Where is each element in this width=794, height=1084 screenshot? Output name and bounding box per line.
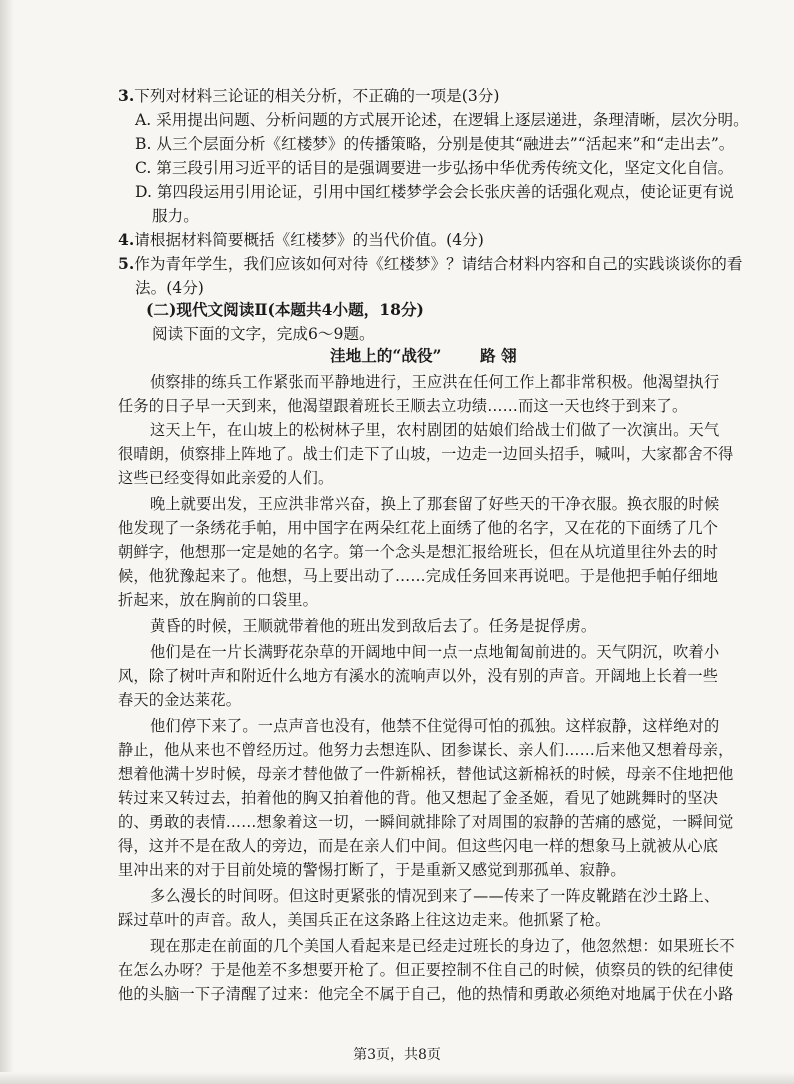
- passage-line: 他们停下来了。一点声音也没有，他禁不住觉得可怕的孤独。这样寂静，这样绝对的: [150, 717, 720, 735]
- passage-title: 洼地上的“战役”: [330, 346, 442, 365]
- passage-line: 很晴朗，侦察排上阵地了。战士们走下了山坡，一边走一边回头招手，喊叫，大家都舍不得: [118, 445, 734, 463]
- passage-line: 候，他犹豫起来了。他想，马上要出动了……完成任务回来再说吧。于是他把手帕仔细地: [118, 567, 719, 585]
- passage-line: 他的头脑一下子清醒了过来：他完全不属于自己，他的热情和勇敢必须绝对地属于伏在小路: [118, 985, 734, 1003]
- option-d-continued: 服力。: [152, 207, 199, 225]
- passage-line: 在怎么办呀？于是他差不多想要开枪了。但正要控制不住自己的时候，侦察员的铁的纪律使: [118, 961, 734, 979]
- passage-line: 想着他满十岁时候，母亲才替他做了一件新棉袄，替他试这新棉袄的时候，母亲不住地把他: [118, 765, 734, 783]
- question-text: 下列对材料三论证的相关分析，不正确的一项是(3分): [134, 87, 500, 105]
- passage-line: 静止，他从来也不曾经历过。他努力去想连队、团参谋长、亲人们……后来他又想着母亲，: [118, 741, 734, 759]
- question-5-stem: [118, 254, 742, 274]
- passage-line: 他发现了一条绣花手帕，用中国字在两朵红花上面绣了他的名字，又在花的下面绣了几个: [118, 519, 719, 537]
- question-text: 作为青年学生，我们应该如何对待《红楼梦》？请结合材料内容和自己的实践谈谈你的看: [134, 255, 743, 273]
- section-instruction: 阅读下面的文字，完成6～9题。: [152, 325, 375, 343]
- option-d: D. 第四段运用引用论证，引用中国红楼梦学会会长张庆善的话强化观点，使论证更有说: [135, 183, 734, 201]
- passage-line: 他们是在一片长满野花杂草的开阔地中间一点一点地匍匐前进的。天气阴沉，吹着小: [150, 643, 720, 661]
- passage-line: 的、勇敢的表情……想象着这一切，一瞬间就排除了对周围的寂静的苦痛的感觉，一瞬间觉: [118, 813, 734, 831]
- passage-line: 黄昏的时候，王顺就带着他的班出发到敌后去了。任务是捉俘虏。: [150, 617, 597, 635]
- passage-line: 春天的金达莱花。: [118, 691, 242, 709]
- option-b: B. 从三个层面分析《红楼梦》的传播策略，分别是使其“融进去”“活起来”和“走出去”。: [135, 135, 735, 153]
- question-number: 5.: [118, 254, 135, 273]
- question-text: 请根据材料简要概括《红楼梦》的当代价值。(4分): [134, 231, 484, 249]
- passage-line: 这些已经变得如此亲爱的人们。: [118, 469, 334, 487]
- passage-line: 任务的日子早一天到来，他渴望跟着班长王顺去立功绩……而这一天也终于到来了。: [118, 397, 688, 415]
- page-number-footer: 第3页，共8页: [353, 1047, 441, 1063]
- section-heading: (二)现代文阅读Ⅱ(本题共4小题，18分): [146, 300, 424, 319]
- question-5-continued: 法。(4分): [135, 279, 204, 297]
- passage-line: 多么漫长的时间呀。但这时更紧张的情况到来了——传来了一阵皮靴踏在沙土路上、: [150, 887, 720, 905]
- passage-author: 路 翎: [480, 346, 517, 365]
- question-3-stem: [118, 86, 499, 106]
- passage-line: 转过来又转过去，拍着他的胸又拍着他的背。他又想起了金圣姬，看见了她跳舞时的坚决: [118, 789, 719, 807]
- passage-line: 现在那走在前面的几个美国人看起来是已经走过班长的身边了，他忽然想：如果班长不: [150, 937, 735, 955]
- passage-line: 朝鲜字，他想那一定是她的名字。第一个念头是想汇报给班长，但在从坑道里往外去的时: [118, 543, 719, 561]
- passage-line: 踩过草叶的声音。敌人，美国兵正在这条路上往这边走来。他抓紧了枪。: [118, 911, 611, 929]
- option-c: C. 第三段引用习近平的话目的是强调要进一步弘扬中华优秀传统文化，坚定文化自信。: [135, 159, 734, 177]
- passage-line: 晚上就要出发，王应洪非常兴奋，换上了那套留了好些天的干净衣服。换衣服的时候: [150, 495, 720, 513]
- scan-bottom-shadow: [0, 1072, 794, 1084]
- option-a: A. 采用提出问题、分析问题的方式展开论述，在逻辑上逐层递进，条理清晰，层次分明。: [135, 111, 749, 129]
- scan-edge-shadow: [0, 0, 14, 1084]
- passage-line: 里冲出来的对于目前处境的警惕打断了，于是重新又感觉到那孤单、寂静。: [118, 861, 626, 879]
- passage-line: 这天上午，在山坡上的松树林子里，农村剧团的姑娘们给战士们做了一次演出。天气: [150, 421, 720, 439]
- question-number: 3.: [118, 86, 135, 105]
- passage-line: 侦察排的练兵工作紧张而平静地进行，王应洪在任何工作上都非常积极。他渴望执行: [150, 373, 720, 391]
- passage-line: 折起来，放在胸前的口袋里。: [118, 591, 319, 609]
- question-4-stem: [118, 230, 484, 250]
- question-number: 4.: [118, 230, 135, 249]
- passage-line: 得，这并不是在敌人的旁边，而是在亲人们中间。但这些闪电一样的想象马上就被从心底: [118, 837, 719, 855]
- passage-line: 风，除了树叶声和附近什么地方有溪水的流响声以外，没有别的声音。开阔地上长着一些: [118, 667, 719, 685]
